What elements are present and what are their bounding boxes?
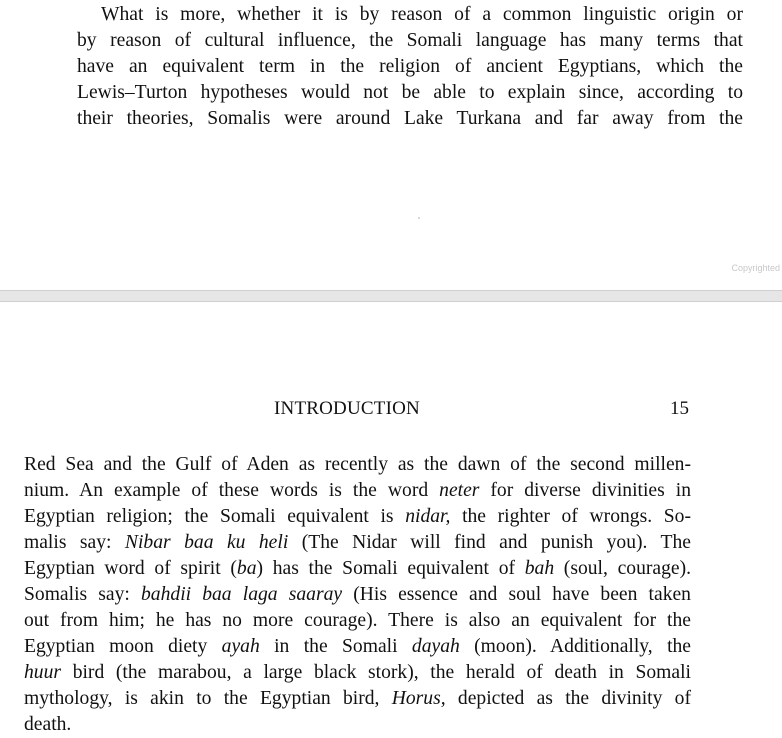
text-run: the righter of wrongs. So-	[450, 506, 691, 527]
text-line	[24, 712, 691, 738]
text-line	[24, 478, 691, 504]
text-run: mythology, is akin to the Egyptian bird,	[24, 688, 392, 709]
text-line	[24, 582, 691, 608]
text-run: (His essence and soul have been taken	[342, 584, 691, 605]
text-line	[24, 530, 691, 556]
text-line: Lewis–Turton hypotheses would not be able to explain since, according to	[77, 82, 743, 103]
text-run: malis say:	[24, 532, 125, 553]
italic-term: neter	[439, 480, 480, 501]
text-line	[24, 660, 691, 686]
text-run: Egyptian word of spirit (	[24, 558, 237, 579]
text-run: for diverse divinities in	[479, 480, 691, 501]
scan-speck	[418, 217, 420, 219]
text-run: bird (the marabou, a large black stork), the herald of death in Somali	[61, 662, 691, 683]
text-run: Egyptian moon diety	[24, 636, 222, 657]
text-run: nium. An example of these words is the word	[24, 480, 440, 501]
italic-term: ba	[236, 558, 257, 579]
text-line	[24, 504, 691, 530]
page-number: 15	[670, 398, 689, 419]
text-line: their theories, Somalis were around Lake Turkana and far away from the	[77, 108, 743, 129]
text-run: Somalis say:	[24, 584, 141, 605]
page-separator	[0, 290, 782, 302]
top-page	[0, 0, 782, 290]
text-run: Red Sea and the Gulf of Aden as recently as the dawn of the second millen-	[24, 454, 691, 475]
text-line	[24, 452, 691, 478]
text-run: (soul, courage).	[554, 558, 692, 579]
text-line	[24, 634, 691, 660]
italic-term: dayah	[411, 636, 460, 657]
text-run: in the Somali	[259, 636, 412, 657]
italic-term: bahdii baa laga saaray	[141, 584, 343, 605]
text-line	[24, 686, 691, 712]
running-head: INTRODUCTION	[274, 398, 420, 419]
text-run: depicted as the divinity of	[445, 688, 691, 709]
text-line: by reason of cultural influence, the Somali language has many terms that	[77, 30, 743, 51]
copyright-watermark: Copyrighted	[731, 263, 780, 273]
italic-term: Nibar baa ku heli	[124, 532, 289, 553]
text-line	[24, 608, 691, 634]
bottom-paragraph	[24, 452, 691, 738]
text-run: out from him; he has no more courage). There is also an equivalent for the	[24, 610, 691, 631]
text-run: Egyptian religion; the Somali equivalent is	[24, 506, 406, 527]
italic-term: nidar,	[405, 506, 451, 527]
text-run: death.	[24, 714, 72, 735]
text-run: ) has the Somali equivalent of	[256, 558, 525, 579]
italic-term: huur	[24, 662, 62, 683]
italic-term: bah	[524, 558, 555, 579]
italic-term: Horus,	[391, 688, 446, 709]
text-run: (moon). Additionally, the	[459, 636, 691, 657]
text-line	[24, 556, 691, 582]
text-line: What is more, whether it is by reason of a common linguistic origin or	[101, 4, 743, 25]
top-paragraph	[77, 2, 743, 132]
italic-term: ayah	[221, 636, 260, 657]
text-line: have an equivalent term in the religion of ancient Egyptians, which the	[77, 56, 743, 77]
text-run: (The Nidar will find and punish you). The	[288, 532, 691, 553]
